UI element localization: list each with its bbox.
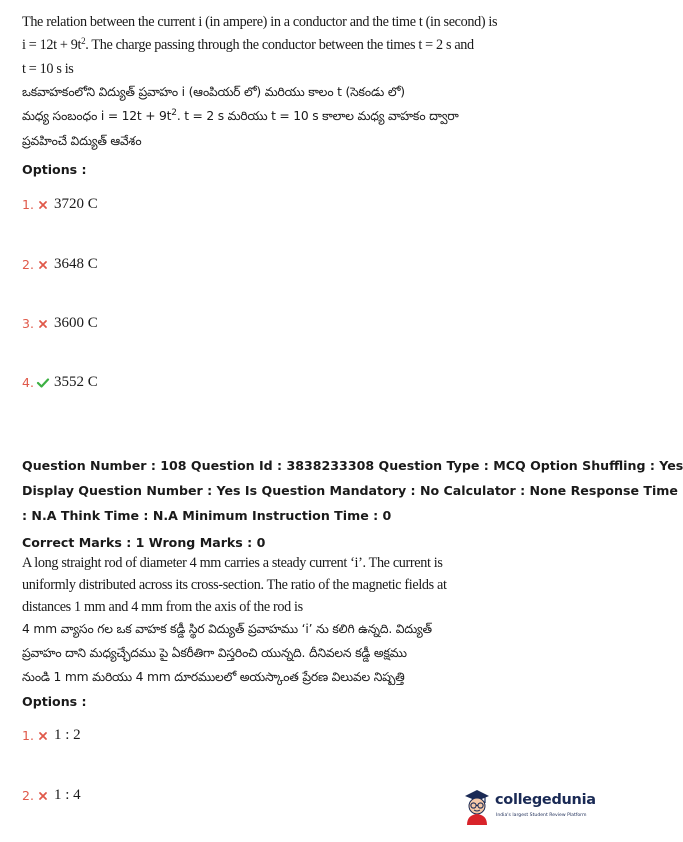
q2-text-line: distances 1 mm and 4 mm from the axis of the rod is bbox=[22, 599, 303, 615]
q2-meta-line: : N.A Think Time : N.A Minimum Instruction Time : 0 bbox=[22, 508, 392, 523]
option-number: 1. bbox=[22, 728, 34, 743]
q2-telugu-line: ప్రవాహం దాని మధ్యచ్ఛేదము పై ఏకరీతిగా విస్తరించి యున్నది. దీనివలన కడ్డీ అక్షము bbox=[22, 646, 407, 660]
q2-marks-line: Correct Marks : 1 Wrong Marks : 0 bbox=[22, 535, 266, 550]
option-text: 3720 C bbox=[54, 196, 98, 212]
q2-text-line: uniformly distributed across its cross-section. The ratio of the magnetic fields at bbox=[22, 577, 447, 593]
q1-telugu-equation: మధ్య సంబంధం i = 12t + 9t bbox=[22, 109, 172, 123]
q1-text-line: t = 10 s is bbox=[22, 61, 74, 77]
q2-meta-line: Display Question Number : Yes Is Question Mandatory : No Calculator : None Response Time bbox=[22, 483, 678, 498]
q1-equation-tail: . The charge passing through the conductor between the times t = 2 s and bbox=[85, 37, 474, 53]
q1-telugu-equation-exponent: 2 bbox=[171, 108, 177, 118]
q2-option-1[interactable] bbox=[22, 727, 81, 744]
q1-option-1[interactable] bbox=[22, 196, 98, 213]
check-icon bbox=[36, 378, 50, 388]
q1-options-label: Options : bbox=[22, 162, 87, 177]
q1-option-4[interactable] bbox=[22, 374, 98, 391]
logo-name: collegedunia bbox=[495, 792, 596, 808]
cross-icon bbox=[36, 320, 50, 328]
q1-telugu-equation-line bbox=[22, 109, 459, 126]
collegedunia-logo[interactable] bbox=[461, 784, 596, 828]
q1-equation-line bbox=[22, 37, 474, 54]
option-text: 3552 C bbox=[54, 374, 98, 390]
option-number: 2. bbox=[22, 788, 34, 803]
cross-icon bbox=[36, 201, 50, 209]
q1-telugu-line: ప్రవహించే విద్యుత్ ఆవేశం bbox=[22, 134, 142, 148]
student-mascot-icon bbox=[461, 786, 493, 826]
cross-icon bbox=[36, 732, 50, 740]
q1-option-3[interactable] bbox=[22, 315, 98, 332]
q2-options-label: Options : bbox=[22, 694, 87, 709]
option-number: 4. bbox=[22, 375, 34, 390]
q1-equation-exponent: 2 bbox=[81, 36, 86, 46]
q2-meta-line: Question Number : 108 Question Id : 3838233308 Question Type : MCQ Option Shuffling : Yes bbox=[22, 458, 683, 473]
option-text: 3648 C bbox=[54, 256, 98, 272]
cross-icon bbox=[36, 261, 50, 269]
q1-equation: i = 12t + 9t bbox=[22, 37, 82, 53]
q2-text-line: A long straight rod of diameter 4 mm carries a steady current ‘i’. The current is bbox=[22, 555, 443, 571]
option-number: 3. bbox=[22, 316, 34, 331]
option-number: 1. bbox=[22, 197, 34, 212]
cross-icon bbox=[36, 792, 50, 800]
q1-telugu-line: ఒకవాహకంలోని విద్యుత్ ప్రవాహం i (ఆంపియర్ లో) మరియు కాలం t (సెకండు లో) bbox=[22, 85, 405, 99]
option-number: 2. bbox=[22, 257, 34, 272]
q1-option-2[interactable] bbox=[22, 256, 98, 273]
q2-telugu-line: 4 mm వ్యాసం గల ఒక వాహక కడ్డీ స్థిర విద్యుత్ ప్రవాహము ‘i’ ను కలిగి ఉన్నది. విద్యుత్ bbox=[22, 622, 432, 636]
option-text: 1 : 4 bbox=[54, 787, 81, 803]
q1-text-line: The relation between the current i (in ampere) in a conductor and the time t (in second) is bbox=[22, 14, 498, 30]
option-text: 3600 C bbox=[54, 315, 98, 331]
q1-telugu-equation-tail: . t = 2 s మరియు t = 10 s కాలాల మధ్య వాహకం ద్వారా bbox=[176, 109, 459, 123]
q2-telugu-line: నుండి 1 mm మరియు 4 mm దూరములలో అయస్కాంత ప్రేరణ విలువల నిష్పత్తి bbox=[22, 670, 405, 684]
q2-option-2[interactable] bbox=[22, 787, 81, 804]
option-text: 1 : 2 bbox=[54, 727, 81, 743]
logo-tagline: India's largest Student Review Platform bbox=[496, 813, 587, 818]
